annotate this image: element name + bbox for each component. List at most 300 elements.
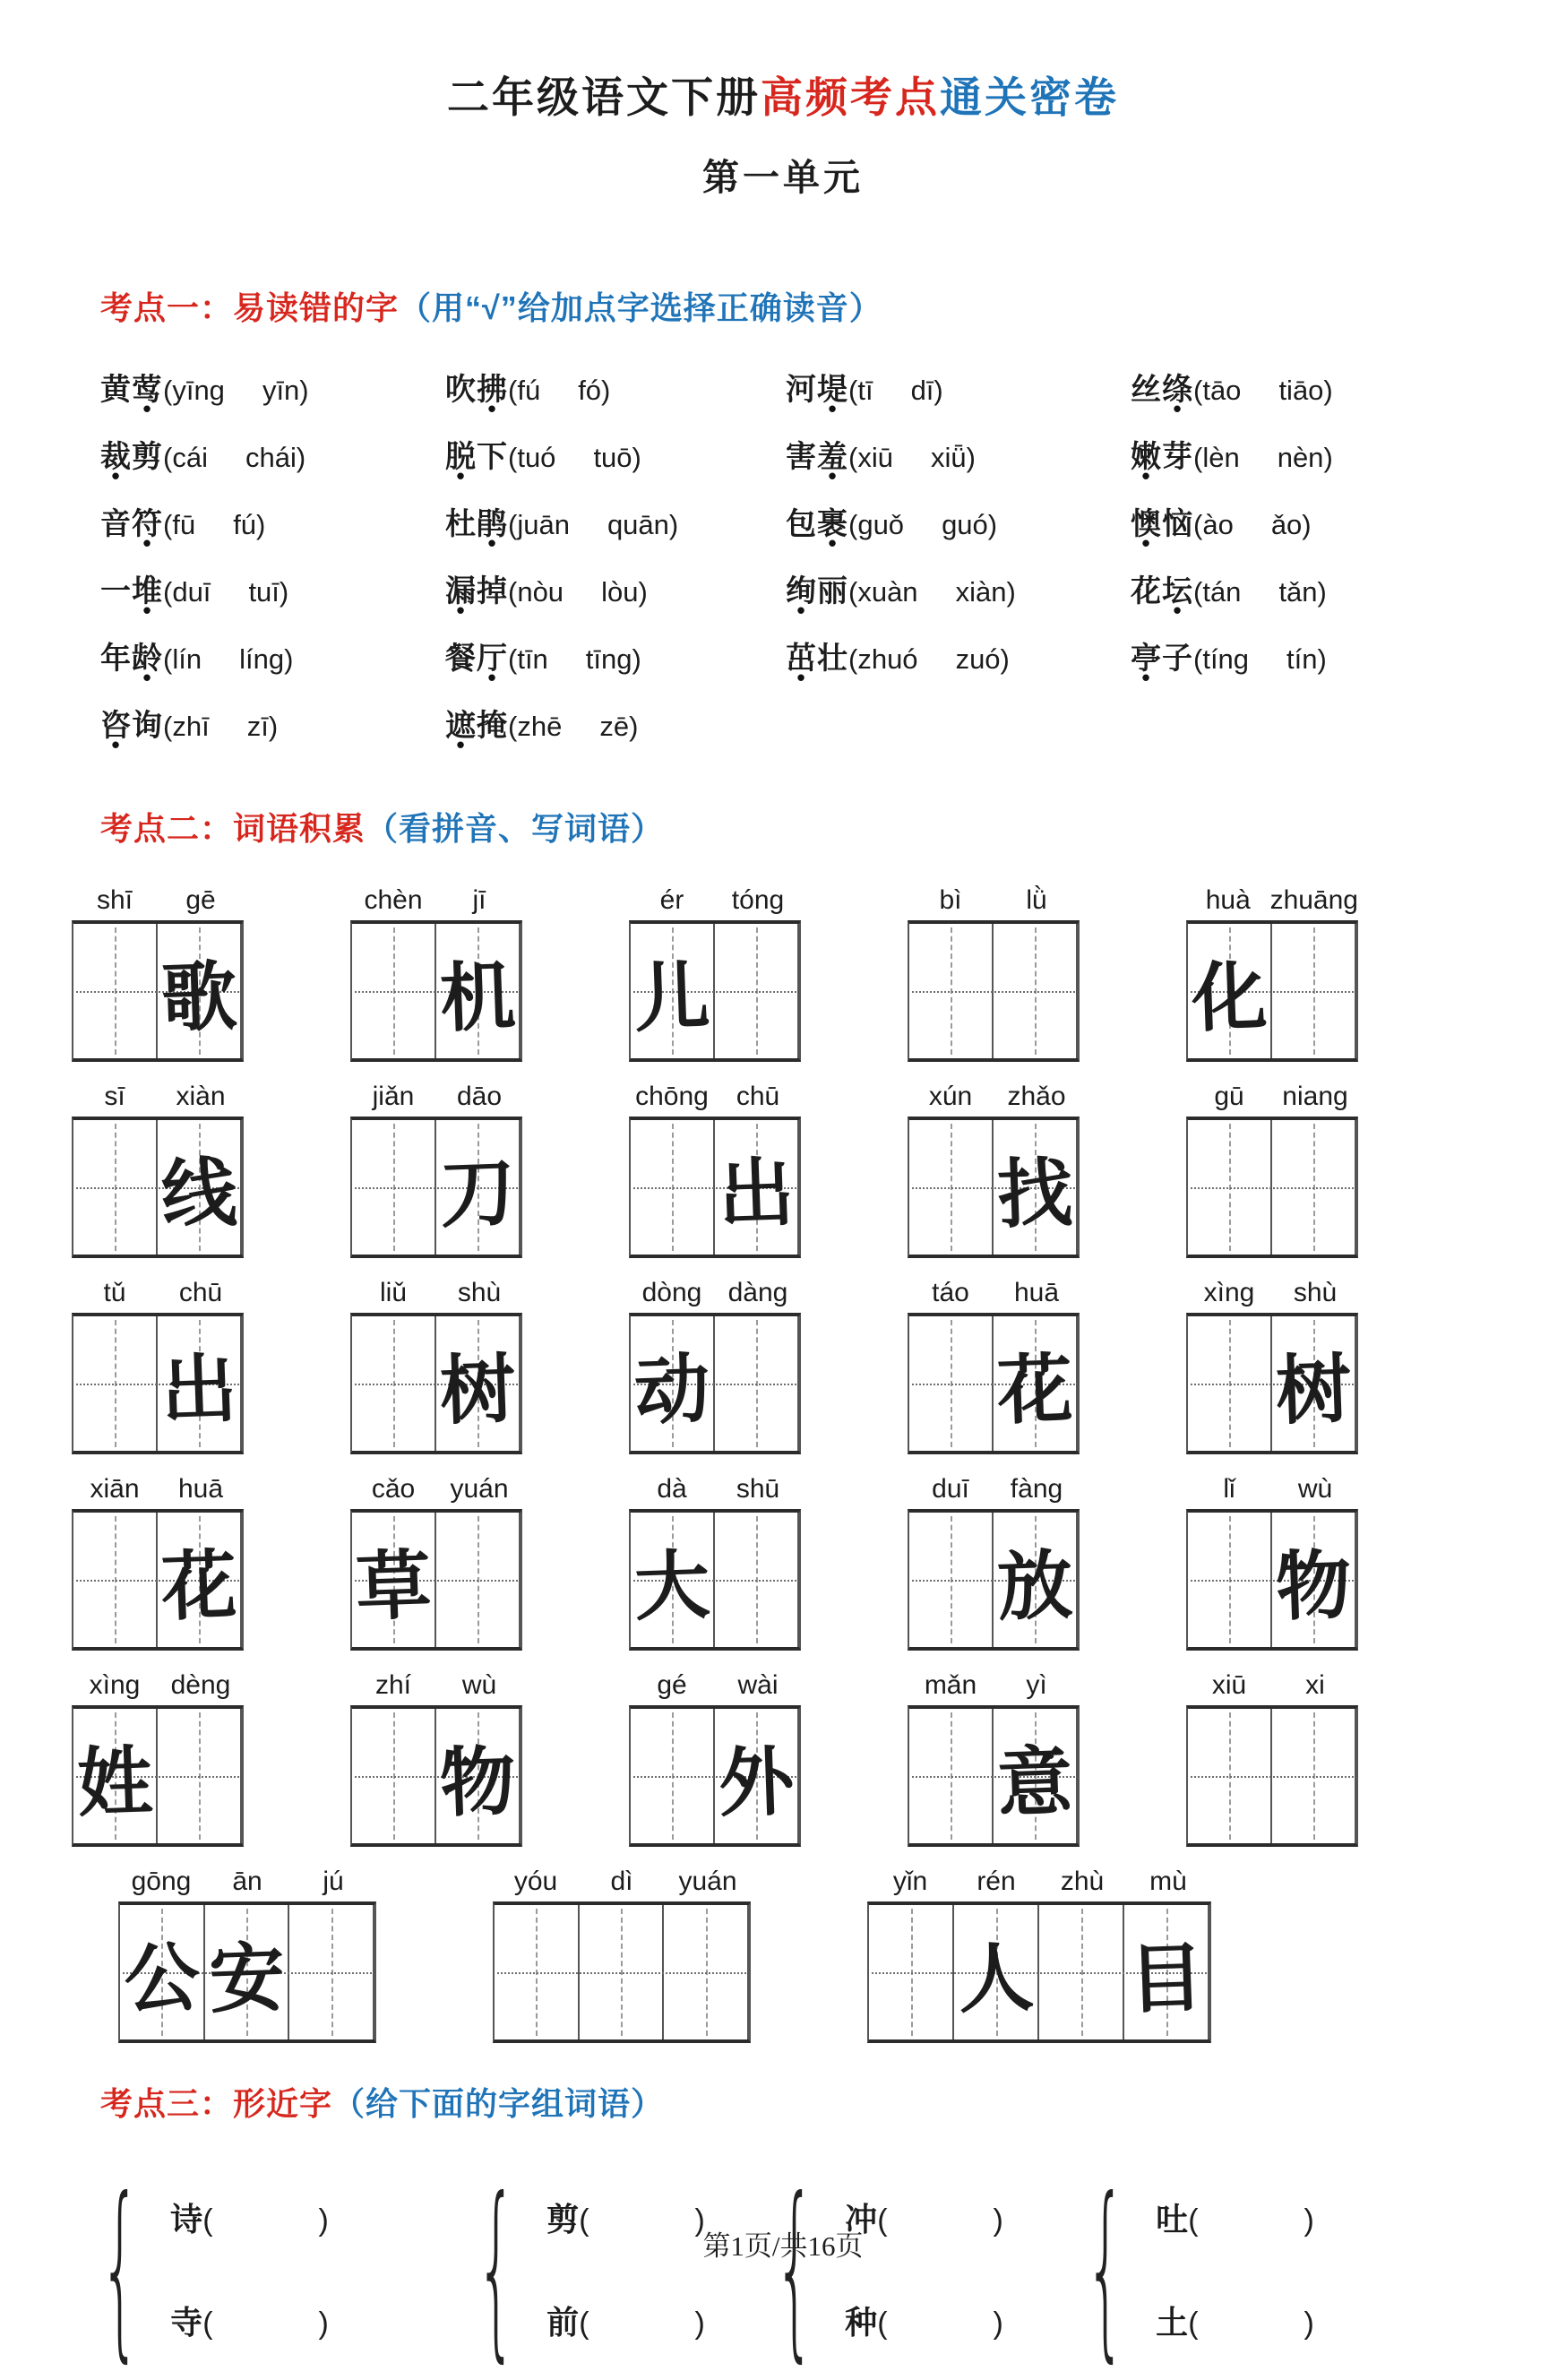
pronunciation-item	[786, 572, 1131, 612]
open-paren: (	[848, 375, 858, 406]
title-blue: 通关密卷	[940, 73, 1119, 121]
writing-cell	[352, 1513, 436, 1647]
pinyin-option-2: zuó	[955, 643, 1001, 675]
pinyin-option-2: xiàn	[955, 576, 1007, 608]
word-entry	[629, 1076, 801, 1258]
word-characters	[445, 574, 508, 608]
close-paren: )	[993, 2203, 1003, 2238]
pinyin-syllable: yì	[1026, 1670, 1047, 1700]
pinyin-syllable: tǔ	[103, 1278, 126, 1307]
word-building-line	[1156, 2298, 1314, 2343]
close-paren: )	[296, 442, 306, 473]
open-paren: (	[877, 2307, 888, 2341]
pair-lines	[1156, 2195, 1314, 2343]
pinyin-options	[508, 576, 648, 608]
pinyin-syllable: shù	[457, 1278, 502, 1307]
open-paren: (	[508, 711, 518, 742]
pinyin-syllable: rén	[977, 1867, 1016, 1896]
close-paren: )	[1317, 576, 1327, 608]
pinyin-syllable: lǜ	[1026, 885, 1047, 915]
character: 下	[477, 440, 508, 474]
dotted-character: 裹	[817, 507, 848, 541]
pinyin-label	[118, 1861, 376, 1897]
base-character: 土	[1156, 2304, 1189, 2341]
writing-cell	[1124, 1905, 1209, 2039]
word-entry	[629, 1469, 801, 1651]
word-characters	[445, 709, 508, 743]
word-entry	[72, 1076, 244, 1258]
dotted-character: 堤	[817, 373, 848, 407]
dotted-character: 亭	[1131, 642, 1162, 676]
pinyin-syllable: zhí	[374, 1670, 412, 1700]
page-number: 第1页/共16页	[702, 2230, 864, 2262]
writing-box	[350, 1313, 522, 1454]
pinyin-option-1: lèn	[1202, 442, 1240, 473]
section2-heading	[100, 804, 1566, 849]
dotted-character: 羞	[817, 440, 848, 474]
writing-cell	[994, 1709, 1078, 1843]
pinyin-label	[1186, 880, 1358, 916]
character: 吹	[445, 373, 477, 407]
close-paren: )	[694, 2307, 705, 2341]
pinyin-syllable: xiān	[90, 1474, 140, 1504]
open-paren: (	[202, 2307, 213, 2341]
close-paren: )	[1323, 442, 1333, 473]
writing-cell	[1188, 924, 1272, 1058]
open-paren: (	[163, 375, 173, 406]
writing-box	[350, 1705, 522, 1847]
writing-cell	[715, 1709, 799, 1843]
word-characters	[445, 642, 508, 676]
dotted-character: 懊	[1131, 507, 1162, 541]
pinyin-option-1: xiū	[857, 442, 893, 473]
pinyin-syllable: yuán	[450, 1474, 509, 1504]
pinyin-options	[163, 576, 288, 608]
word-characters	[100, 373, 163, 407]
dotted-character: 裁	[100, 440, 132, 474]
character: 丝	[1131, 373, 1162, 407]
pronunciation-item	[786, 437, 1131, 478]
pinyin-syllable: wù	[1297, 1474, 1333, 1504]
dotted-character: 漏	[445, 574, 477, 608]
close-paren: )	[1323, 375, 1333, 406]
writing-row	[72, 1861, 1566, 2043]
pinyin-label	[1186, 1272, 1358, 1308]
pinyin-label	[908, 1469, 1080, 1505]
pinyin-option-1: cái	[172, 442, 208, 473]
written-character: 人	[956, 1932, 1036, 2023]
writing-cell	[631, 924, 715, 1058]
close-paren: )	[1000, 643, 1010, 675]
pronunciation-item	[100, 572, 445, 612]
pinyin-option-2: xiǖ	[930, 442, 967, 473]
word-characters	[786, 642, 848, 676]
character: 害	[786, 440, 817, 474]
writing-box	[72, 1117, 244, 1258]
written-character: 化	[1190, 951, 1269, 1042]
pronunciation-item	[100, 437, 445, 478]
pinyin-option-1: juān	[517, 509, 570, 540]
character: 包	[786, 507, 817, 541]
character: 壮	[817, 642, 848, 676]
writing-cell	[994, 1513, 1078, 1647]
open-paren: (	[848, 509, 858, 540]
pronunciation-choice-grid	[100, 370, 1566, 746]
writing-box	[908, 1117, 1080, 1258]
written-character: 公	[122, 1932, 202, 2023]
word-building-line	[546, 2298, 705, 2343]
writing-box	[629, 1117, 801, 1258]
pinyin-syllable: shù	[1293, 1278, 1338, 1307]
pinyin-option-1: duī	[172, 576, 211, 608]
close-paren: )	[318, 2307, 329, 2341]
word-entry	[1186, 1469, 1358, 1651]
pinyin-syllable: cǎo	[371, 1474, 416, 1504]
writing-cell	[994, 1120, 1078, 1255]
dotted-character: 坛	[1162, 574, 1193, 608]
pinyin-label	[350, 1469, 522, 1505]
written-character: 儿	[632, 951, 711, 1042]
section2-heading-blue: （看拼音、写词语）	[366, 810, 665, 847]
word-characters	[445, 507, 508, 541]
pronunciation-item	[1131, 437, 1566, 478]
pinyin-syllable: huā	[177, 1474, 224, 1504]
writing-cell	[631, 1316, 715, 1451]
close-paren: )	[318, 2203, 329, 2238]
pinyin-syllable: wù	[461, 1670, 497, 1700]
character: 丽	[817, 574, 848, 608]
writing-cell	[954, 1905, 1039, 2039]
pinyin-syllable: fàng	[1010, 1474, 1063, 1504]
writing-row	[72, 1272, 1566, 1454]
open-paren: (	[877, 2203, 888, 2238]
writing-cell	[994, 1316, 1078, 1451]
word-entry	[350, 880, 522, 1062]
writing-box	[118, 1901, 376, 2043]
writing-box	[72, 920, 244, 1062]
word-building-line	[845, 2298, 1003, 2343]
open-paren: (	[848, 576, 858, 608]
pinyin-syllable: lǐ	[1223, 1474, 1235, 1504]
pinyin-option-1: tīn	[517, 643, 548, 675]
word-entry	[350, 1665, 522, 1847]
written-character: 树	[1274, 1343, 1353, 1435]
title-black: 二年级语文下册	[447, 73, 761, 121]
pinyin-option-1: tuó	[517, 442, 556, 473]
writing-cell	[158, 1316, 242, 1451]
box-midline	[912, 991, 1075, 993]
pinyin-options	[1193, 375, 1333, 406]
writing-box	[629, 920, 801, 1062]
pinyin-options	[848, 375, 943, 406]
pinyin-label	[72, 1076, 244, 1112]
open-paren: (	[163, 711, 173, 742]
writing-box	[72, 1509, 244, 1651]
pinyin-label	[72, 880, 244, 916]
pinyin-options	[508, 711, 638, 742]
close-paren: )	[256, 509, 266, 540]
pinyin-option-1: zhuó	[857, 643, 918, 675]
pronunciation-item	[445, 572, 786, 612]
character: 一	[100, 574, 132, 608]
pronunciation-item	[786, 504, 1131, 545]
written-character: 安	[207, 1932, 286, 2023]
pinyin-label	[72, 1469, 244, 1505]
pinyin-option-1: yīng	[172, 375, 225, 406]
pinyin-label	[908, 1665, 1080, 1701]
pinyin-option-1: tāo	[1202, 375, 1242, 406]
writing-cell	[436, 1120, 521, 1255]
writing-box	[629, 1705, 801, 1847]
written-character: 物	[438, 1736, 517, 1827]
pinyin-syllable: niang	[1282, 1082, 1348, 1111]
writing-cell	[1272, 1513, 1356, 1647]
pinyin-option-1: ào	[1202, 509, 1234, 540]
character: 剪	[132, 440, 163, 474]
writing-box	[629, 1313, 801, 1454]
written-character: 姓	[75, 1736, 154, 1827]
word-characters	[445, 373, 508, 407]
pinyin-option-1: xuàn	[857, 576, 918, 608]
pinyin-syllable: liǔ	[379, 1278, 407, 1307]
writing-box	[350, 1509, 522, 1651]
word-entry	[629, 1272, 801, 1454]
pinyin-syllable: zhù	[1060, 1867, 1105, 1896]
pinyin-syllable: huà	[1205, 885, 1251, 915]
pinyin-label	[72, 1272, 244, 1308]
writing-cell	[715, 1120, 799, 1255]
writing-row	[72, 880, 1566, 1062]
title-red: 高频考点	[761, 73, 940, 121]
pronunciation-item	[1131, 572, 1566, 612]
pinyin-syllable: zhǎo	[1007, 1082, 1066, 1111]
word-characters	[786, 373, 848, 407]
written-character: 找	[995, 1147, 1074, 1238]
written-character: 目	[1126, 1932, 1206, 2023]
dotted-character: 龄	[132, 642, 163, 676]
writing-row	[72, 1469, 1566, 1651]
open-paren: (	[1193, 375, 1203, 406]
writing-cell	[1272, 1316, 1356, 1451]
written-character: 物	[1274, 1539, 1353, 1631]
dotted-character: 鹃	[477, 507, 508, 541]
writing-box	[493, 1901, 751, 2043]
writing-box	[908, 1313, 1080, 1454]
pinyin-option-2: zē	[599, 711, 630, 742]
word-entry	[350, 1076, 522, 1258]
writing-box	[629, 1509, 801, 1651]
pinyin-syllable: mǎn	[924, 1670, 977, 1700]
writing-cell	[205, 1905, 290, 2039]
word-entry	[908, 1272, 1080, 1454]
word-characters	[100, 709, 163, 743]
pinyin-syllable: gé	[657, 1670, 687, 1700]
pinyin-syllable: gōng	[131, 1867, 192, 1896]
pinyin-options	[848, 509, 997, 540]
close-paren: )	[279, 576, 289, 608]
pinyin-option-2: lòu	[601, 576, 639, 608]
pinyin-syllable: yǐn	[892, 1867, 928, 1896]
writing-cell	[158, 924, 242, 1058]
base-character: 寺	[170, 2304, 203, 2341]
pinyin-option-2: tiāo	[1278, 375, 1324, 406]
similar-characters-groups	[72, 2158, 1566, 2380]
pinyin-syllable: zhuāng	[1269, 885, 1358, 915]
word-entry	[867, 1861, 1211, 2043]
pinyin-syllable: dèng	[170, 1670, 231, 1700]
pinyin-options	[1193, 643, 1327, 675]
pinyin-syllable: jú	[323, 1867, 344, 1896]
pinyin-option-2: dī	[910, 375, 934, 406]
pinyin-label	[1186, 1076, 1358, 1112]
pinyin-syllable: ān	[232, 1867, 262, 1896]
word-characters	[1131, 507, 1193, 541]
pinyin-syllable: shī	[96, 885, 133, 915]
character: 子	[1162, 642, 1193, 676]
base-character: 吐	[1156, 2201, 1189, 2238]
close-paren: )	[284, 643, 294, 675]
writing-box	[1186, 1313, 1358, 1454]
pinyin-label	[629, 1665, 801, 1701]
written-character: 花	[159, 1539, 238, 1631]
dotted-character: 绦	[1162, 373, 1193, 407]
written-character: 草	[354, 1539, 433, 1631]
pinyin-option-2: nèn	[1277, 442, 1324, 473]
pinyin-label	[629, 1076, 801, 1112]
close-paren: )	[268, 711, 279, 742]
close-paren: )	[299, 375, 309, 406]
close-paren: )	[1304, 2203, 1314, 2238]
word-entry	[908, 880, 1080, 1062]
writing-cell	[120, 1905, 205, 2039]
pinyin-syllable: xi	[1305, 1670, 1325, 1700]
written-character: 意	[995, 1736, 1074, 1827]
pinyin-options	[508, 375, 610, 406]
pinyin-option-1: zhī	[172, 711, 210, 742]
open-paren: (	[163, 442, 173, 473]
dotted-character: 拂	[477, 373, 508, 407]
pronunciation-item	[786, 639, 1131, 679]
pinyin-option-2: yīn	[262, 375, 300, 406]
close-paren: )	[1006, 576, 1016, 608]
open-paren: (	[848, 643, 858, 675]
pinyin-option-2: tuō	[593, 442, 632, 473]
word-characters	[786, 574, 848, 608]
pinyin-option-2: tín	[1286, 643, 1318, 675]
pronunciation-item	[445, 370, 786, 410]
pinyin-syllable: sī	[104, 1082, 125, 1111]
character: 花	[1131, 574, 1162, 608]
word-characters	[100, 642, 163, 676]
pinyin-label	[493, 1861, 751, 1897]
pinyin-syllable: xiàn	[176, 1082, 226, 1111]
word-entry	[1186, 1665, 1358, 1847]
dotted-character: 堆	[132, 574, 163, 608]
pinyin-label	[629, 880, 801, 916]
word-entry	[1186, 1076, 1358, 1258]
writing-box	[1186, 920, 1358, 1062]
dotted-character: 茁	[786, 642, 817, 676]
character-pair-group	[72, 2158, 448, 2380]
writing-box	[908, 1705, 1080, 1847]
open-paren: (	[1188, 2203, 1199, 2238]
character: 杜	[445, 507, 477, 541]
pronunciation-item	[1131, 639, 1566, 679]
word-entry	[350, 1469, 522, 1651]
word-entry	[72, 1665, 244, 1847]
character: 掩	[477, 709, 508, 743]
word-entry	[908, 1076, 1080, 1258]
pinyin-options	[163, 643, 293, 675]
word-entry	[72, 1272, 244, 1454]
brace-icon: {	[774, 2158, 815, 2380]
word-entry	[1186, 1272, 1358, 1454]
writing-box	[72, 1313, 244, 1454]
pinyin-options	[508, 442, 641, 473]
word-characters	[100, 440, 163, 474]
section3-heading-red: 考点三：形近字	[100, 2085, 333, 2122]
writing-row	[72, 1076, 1566, 1258]
pronunciation-item	[1131, 504, 1566, 545]
pinyin-option-1: tán	[1202, 576, 1242, 608]
dotted-character: 咨	[100, 709, 132, 743]
pinyin-option-2: líng	[239, 643, 285, 675]
written-character: 机	[438, 951, 517, 1042]
written-character: 出	[717, 1147, 796, 1238]
pinyin-option-2: zī	[246, 711, 269, 742]
word-entry	[629, 1665, 801, 1847]
pinyin-label	[350, 1272, 522, 1308]
open-paren: (	[508, 643, 518, 675]
pinyin-options	[1193, 509, 1312, 540]
pinyin-syllable: ér	[659, 885, 684, 915]
pronunciation-item	[445, 706, 786, 746]
pinyin-option-2: tǎn	[1278, 576, 1318, 608]
pronunciation-item	[100, 639, 445, 679]
character: 掉	[477, 574, 508, 608]
pinyin-label	[908, 1272, 1080, 1308]
dotted-character: 厅	[477, 642, 508, 676]
character: 餐	[445, 642, 477, 676]
pronunciation-item	[445, 504, 786, 545]
open-paren: (	[163, 576, 173, 608]
pinyin-options	[848, 442, 976, 473]
pinyin-syllable: xún	[928, 1082, 973, 1111]
close-paren: )	[934, 375, 943, 406]
pinyin-label	[908, 880, 1080, 916]
pinyin-option-1: guǒ	[857, 509, 905, 540]
box-midline	[1191, 1187, 1354, 1189]
pinyin-syllable: mù	[1149, 1867, 1187, 1896]
section1-heading	[100, 283, 1566, 329]
base-character: 剪	[546, 2201, 580, 2238]
pinyin-option-1: tíng	[1202, 643, 1250, 675]
pinyin-syllable: jī	[472, 885, 486, 915]
pronunciation-item	[100, 706, 445, 746]
close-paren: )	[632, 643, 641, 675]
pinyin-option-1: fú	[517, 375, 541, 406]
word-characters	[1131, 642, 1193, 676]
pinyin-options	[848, 643, 1010, 675]
open-paren: (	[202, 2203, 213, 2238]
pronunciation-item	[100, 504, 445, 545]
word-characters	[1131, 373, 1193, 407]
written-character: 动	[632, 1343, 711, 1435]
pinyin-label	[72, 1665, 244, 1701]
word-entry	[118, 1861, 376, 2043]
writing-row	[72, 1665, 1566, 1847]
close-paren: )	[601, 375, 611, 406]
